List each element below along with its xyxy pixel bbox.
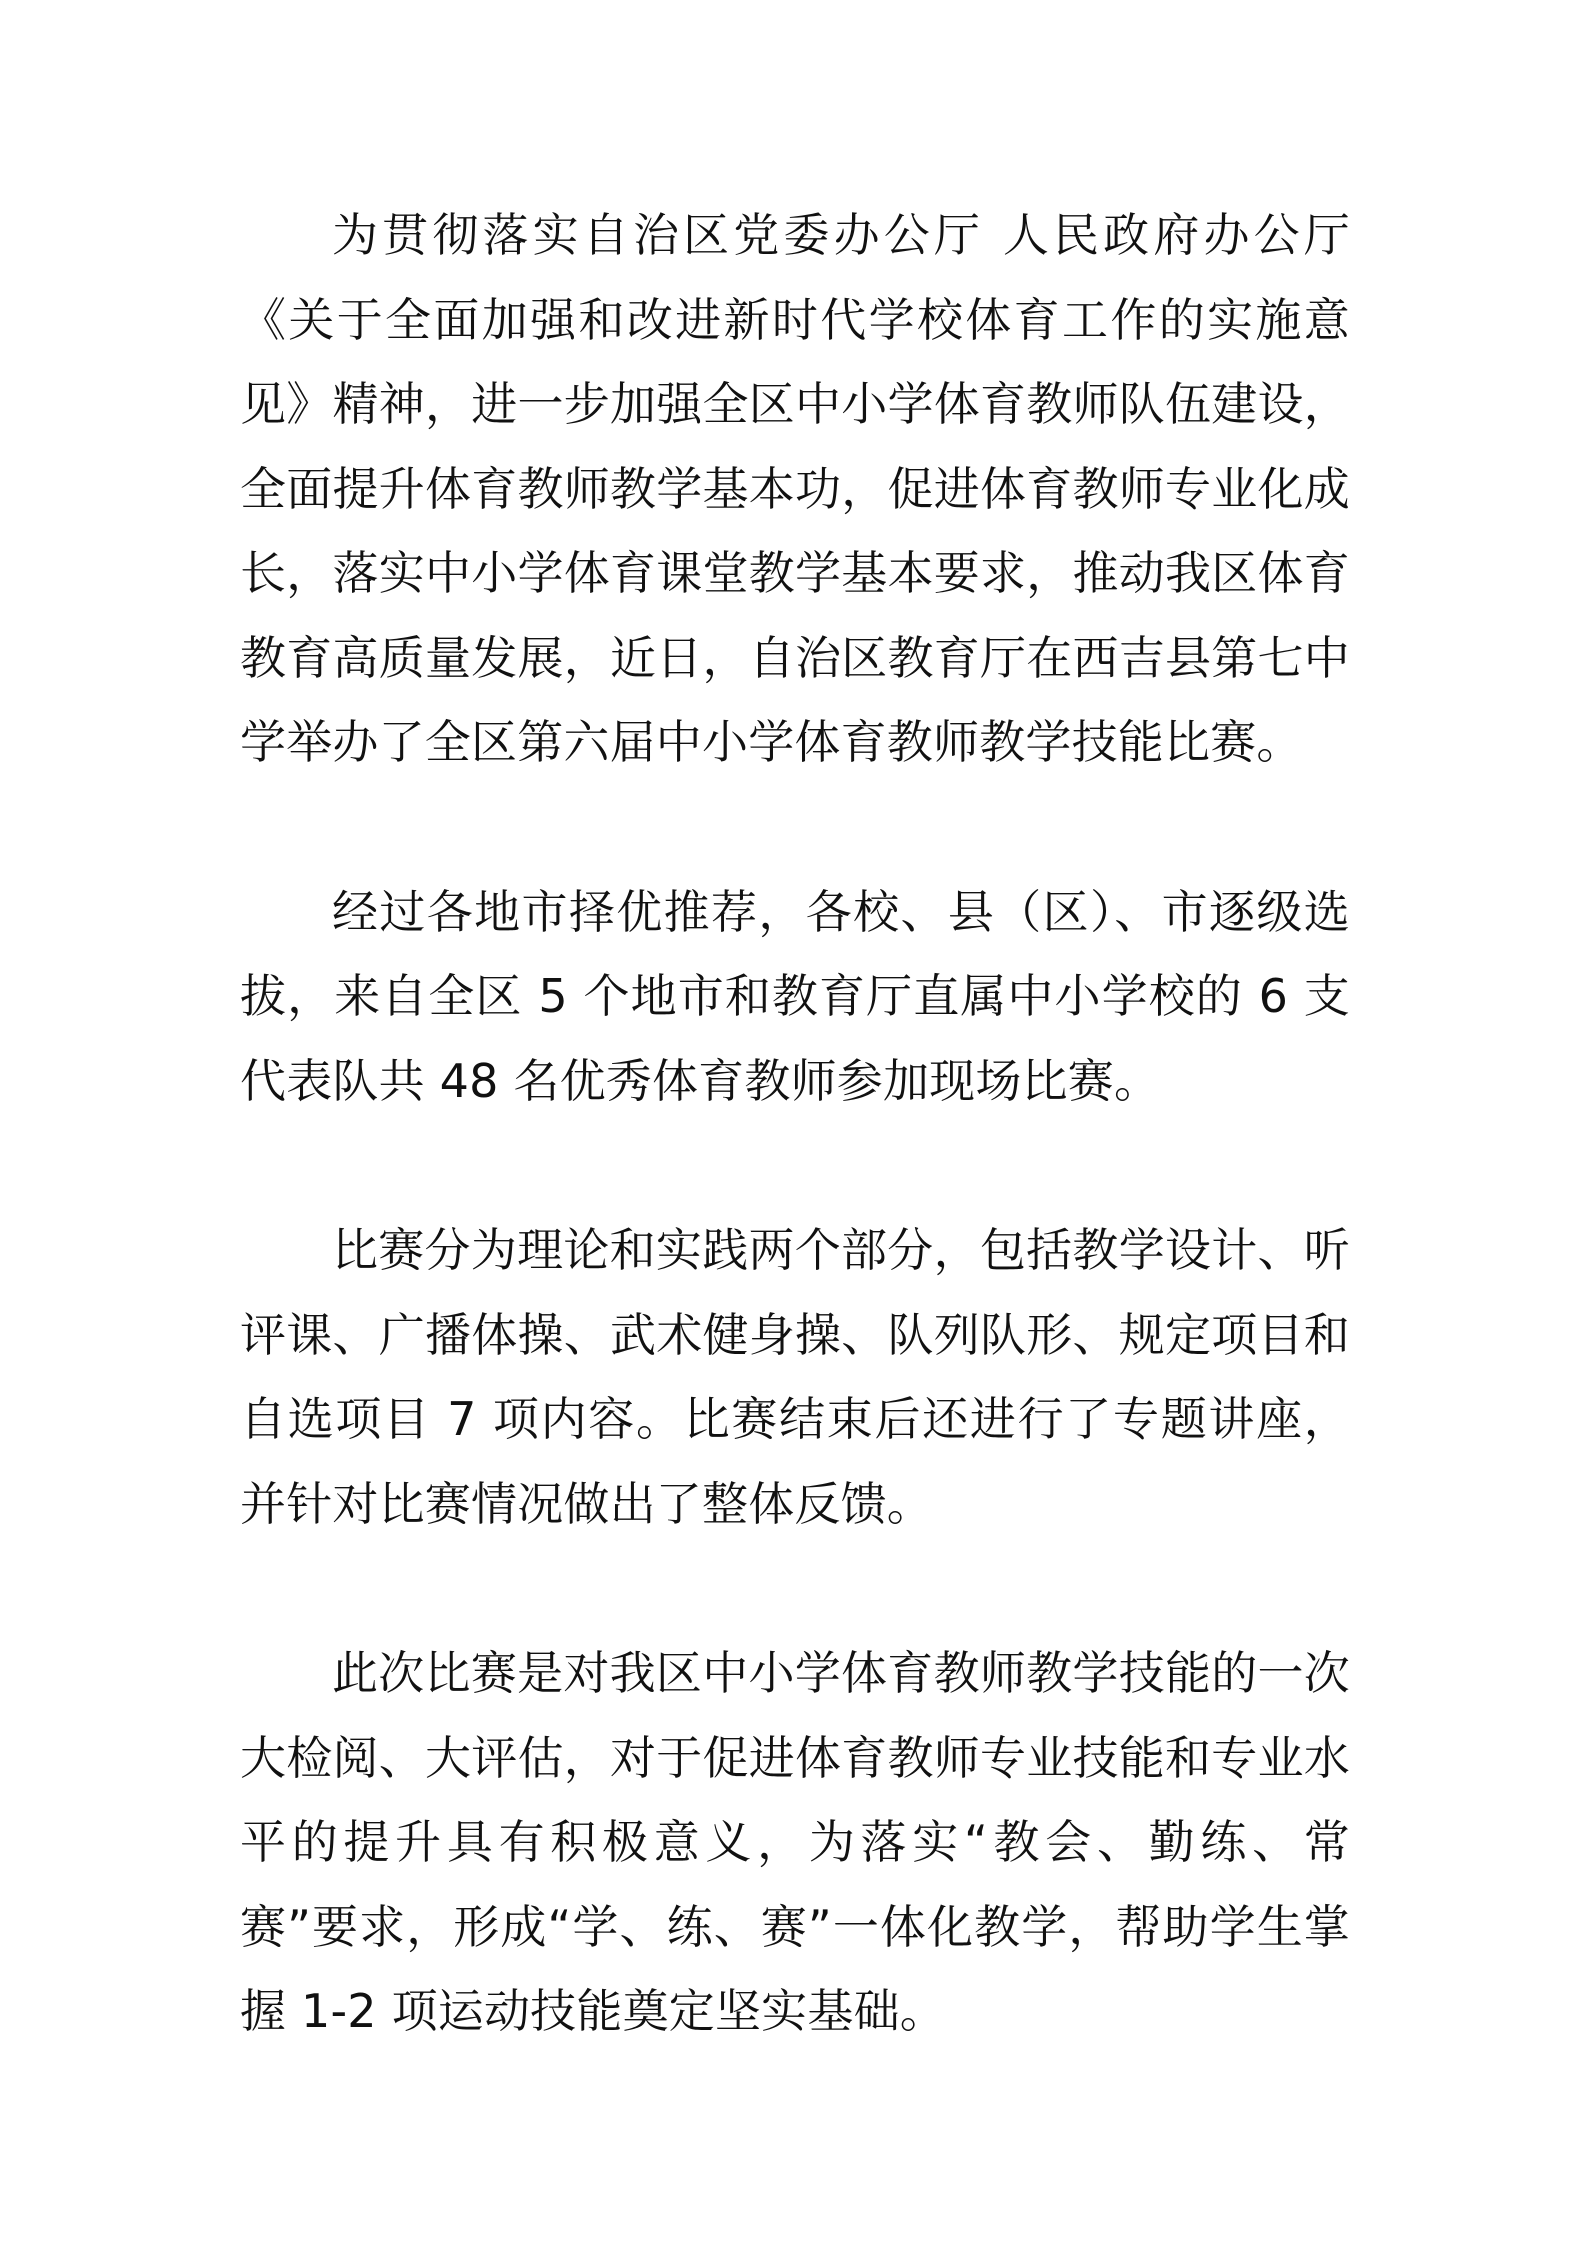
paragraph-2: 经过各地市择优推荐，各校、县（区）、市逐级选拔，来自全区 5 个地市和教育厅直属中小学校的 6 支代表队共 48 名优秀体育教师参加现场比赛。 (240, 884, 1350, 1108)
article-body (240, 193, 1350, 2054)
paragraph-3: 比赛分为理论和实践两个部分，包括教学设计、听评课、广播体操、武术健身操、队列队形、规定项目和自选项目 7 项内容。比赛结束后还进行了专题讲座，并针对比赛情况做出了整体反馈。 (240, 1223, 1350, 1531)
paragraph-4: 此次比赛是对我区中小学体育教师教学技能的一次大检阅、大评估，对于促进体育教师专业技能和专业水平的提升具有积极意义，为落实“教会、勤练、常赛”要求，形成“学、练、赛”一体化教学，帮助学生掌握 1-2 项运动技能奠定坚实基础。 (240, 1646, 1350, 2038)
paragraph-1: 为贯彻落实自治区党委办公厅 人民政府办公厅《关于全面加强和改进新时代学校体育工作的实施意见》精神，进一步加强全区中小学体育教师队伍建设，全面提升体育教师教学基本功，促进体育教师专业化成长，落实中小学体育课堂教学基本要求，推动我区体育教育高质量发展，近日，自治区教育厅在西吉县第七中学举办了全区第六届中小学体育教师教学技能比赛。 (240, 208, 1350, 769)
